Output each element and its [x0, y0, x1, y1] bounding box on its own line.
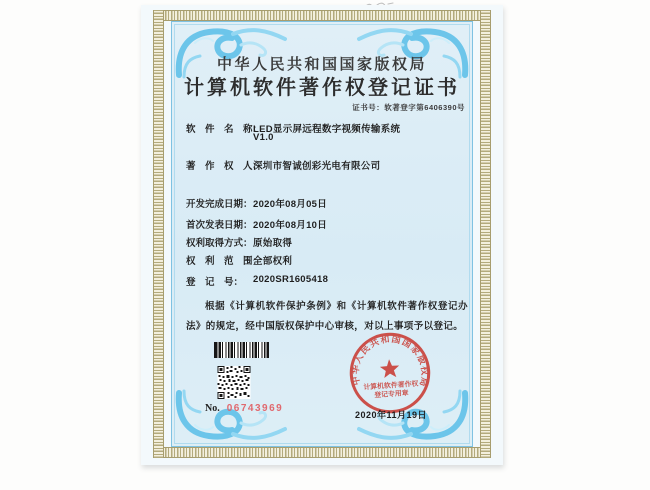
field-value: 2020SR1605418 [253, 274, 329, 285]
field-value: LED显示屏远程数字视频传输系统 [253, 124, 401, 135]
serial-number [205, 403, 283, 414]
certificate-title: 计算机软件著作权登记证书 [184, 77, 460, 99]
field-value: V1.0 [253, 132, 274, 143]
qr-code-icon [217, 366, 251, 399]
field-value: 2020年08月05日 [253, 199, 328, 210]
field-label: 开发完成日期： [186, 199, 253, 210]
field-value: 2020年08月10日 [253, 220, 328, 231]
serial-number-value: 06743969 [226, 403, 284, 414]
seal-line1: 计算机软件著作权 [363, 380, 419, 392]
field-label: 登 记 号： [186, 277, 244, 288]
field-label: 首次发表日期： [186, 220, 253, 231]
meander-border-bottom [153, 447, 491, 458]
barcode-icon [214, 342, 269, 358]
seal-date: 2020年11月19日 [355, 410, 428, 420]
registration-statement: 根据《计算机软件保护条例》和《计算机软件著作权登记办法》的规定，经中国版权保护中心审核，对以上事项予以登记。 [186, 301, 468, 332]
certificate-number-line [352, 102, 465, 113]
certificate-number-value: 软著登字第6406390号 [384, 103, 465, 112]
certificate [141, 5, 503, 465]
seal-star-icon [379, 359, 399, 379]
field-label: 著 作 权 人： [186, 161, 263, 172]
serial-number-label: No. [205, 403, 220, 414]
seal-ring-text: 中华人民共和国国家版权局 [349, 333, 431, 389]
field-value: 深圳市智诚创彩光电有限公司 [253, 161, 381, 172]
field-label: 权 利 范 围： [186, 256, 263, 267]
issuing-authority: 中华人民共和国国家版权局 [216, 56, 427, 73]
meander-border-top [153, 10, 491, 21]
seal-line2: 登记专用章 [374, 389, 409, 400]
official-seal [347, 330, 433, 416]
field-value: 全部权利 [253, 256, 293, 267]
field-value: 原始取得 [253, 238, 293, 249]
certificate-number-label: 证书号： [352, 103, 385, 112]
field-label: 软 件 名 称： [186, 124, 263, 135]
field-label: 权利取得方式： [186, 238, 253, 249]
